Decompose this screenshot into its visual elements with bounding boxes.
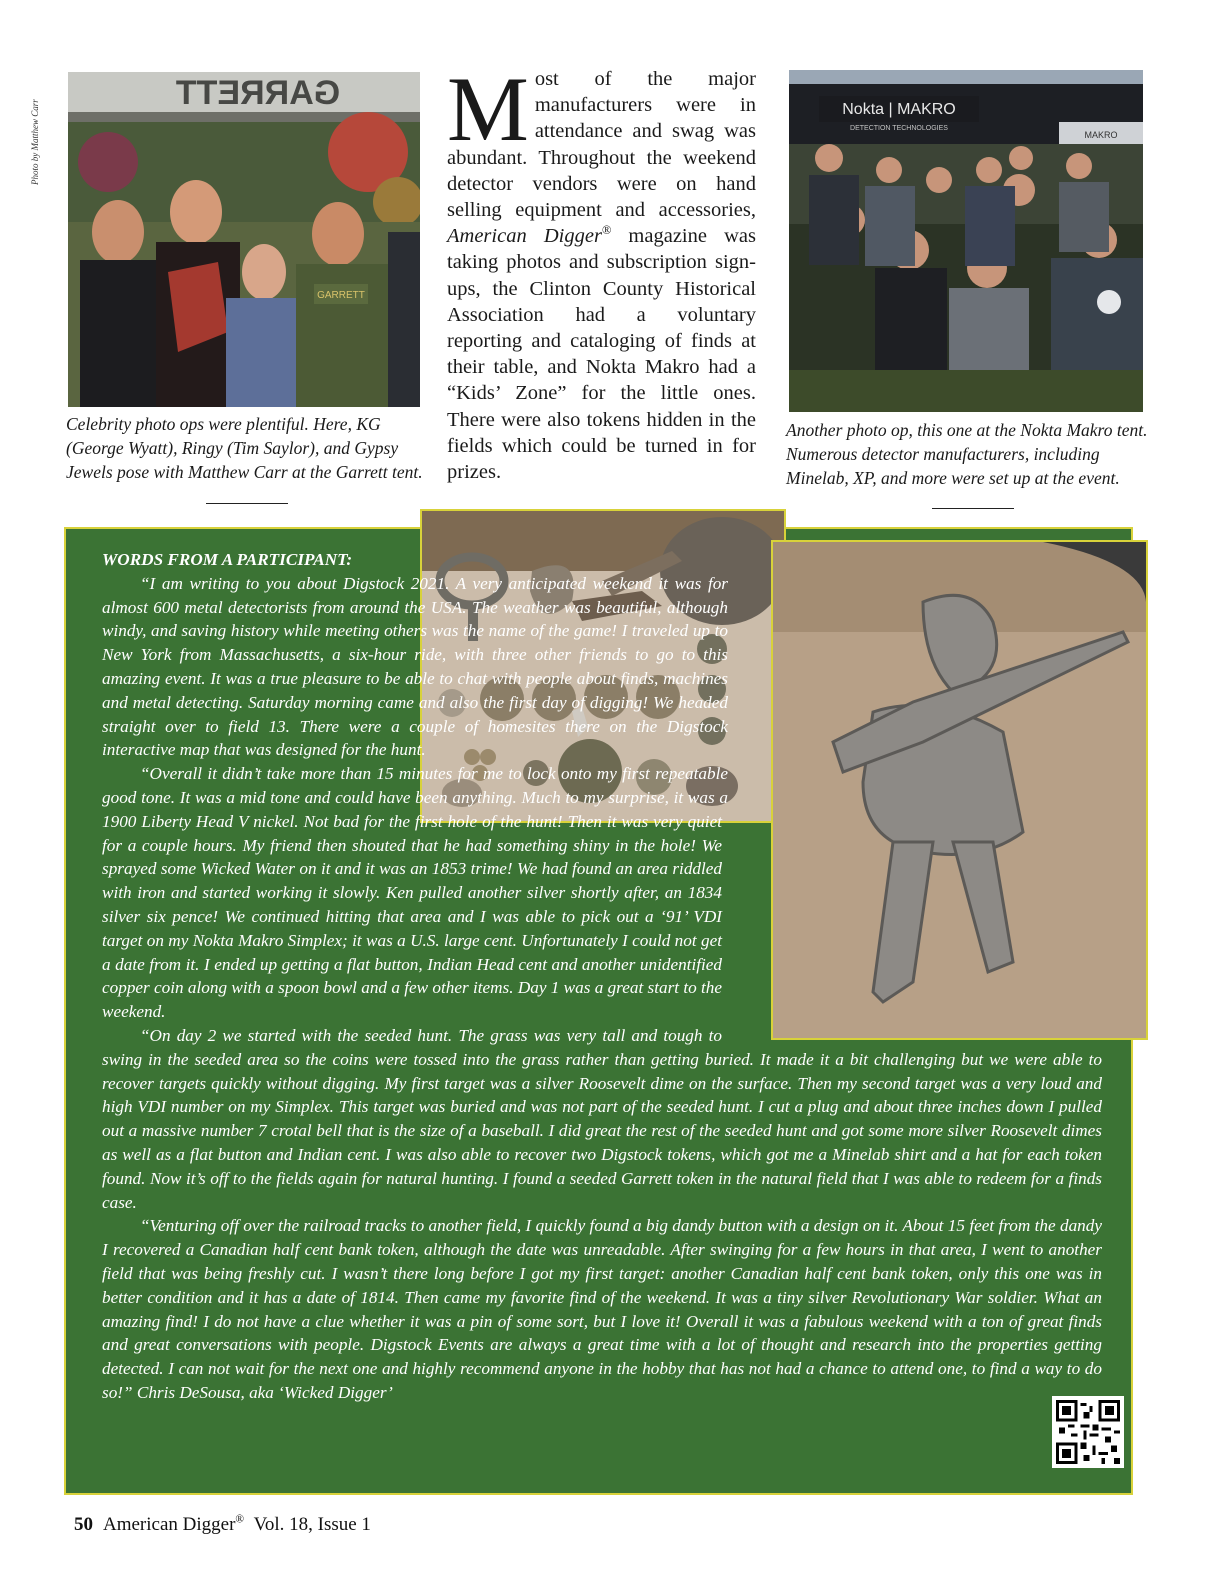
wrap-spacer-relics <box>734 548 1102 828</box>
registered-mark: ® <box>601 223 612 238</box>
garrett-tent-photo <box>68 72 420 407</box>
garrett-banner: GARRETT <box>175 74 341 112</box>
story-paragraph: “Overall it didn’t take more than 15 minutes for me to lock onto my first repeatable good tone. It was a mid tone and could have been anything. Much to my surprise, it was a 1900 Liberty Head V nickel. Not bad for the first hole of the hunt! Then it was very quiet for a couple hours. My friend then shouted that he had something shiny in the hole! We sprayed some Wicked Water on it and it was an 1853 trime! We had found an area riddled with iron and started working it slowly. Ken pulled another silver shortly after, an 1834 silver six pence! We continued hitting that area and I was able to pick out a ‘91’ VDI target on my Nokta Makro Simplex; it was a U.S. large cent. Unfortunately I could not get a date from it. I ended up getting a flat button, Indian Head cent and another unidentified copper coin along with a spoon bowl and a few other items. Day 1 was a great start to the weekend. <box>102 764 728 1022</box>
footer-magazine: American Digger <box>103 1514 236 1535</box>
qr-code[interactable] <box>1052 1396 1124 1468</box>
story-paragraph: “On day 2 we started with the seeded hunt. The grass was very tall and tough to swing in the seeded area so the coins were tossed into the grass rather than getting buried. It made it a bit challenging but we were able to recover targets quickly without digging. My first target was a silver Roosevelt dime on the surface. Then my second target was a very loud and high VDI number on my Simplex. This target was buried and was not part of the seeded hunt. I cut a plug and about three inches down I pulled out a massive number 7 crotal bell that is the size of a baseball. I did great the rest of the seeded hunt and got some more silver Roosevelt dimes as well as a flat button and Indian cent. I was also able to recover two Digstock tokens, which got me a Minelab shirt and a hat for each token found. Now it’s off to the fields again for natural hunting. I found a seeded Garrett token in the natural field that I was able to redeem for a finds case. <box>102 1025 1102 1212</box>
caption-left: Celebrity photo ops were plentiful. Here, KG (George Wyatt), Ringy (Tim Saylor), and Gypsy Jewels pose with Matthew Carr at the Garrett tent. <box>66 414 423 482</box>
footer-registered: ® <box>235 1513 245 1526</box>
nokta-sign: Nokta | MAKRO <box>842 101 956 118</box>
makro-banner: MAKRO <box>1084 130 1118 140</box>
participant-story <box>102 548 1102 1445</box>
story-paragraph: “I am writing to you about Digstock 2021. A very anticipated weekend it was for almost 600 metal detectorists from around the USA. The weather was beautiful, although windy, and saving history while meeting others was the name of the game! I traveled up to New York from Massachusetts, a six-hour ride, with three other friends to go to this amazing event. It was a true pleasure to be able to chat with people about finds, machines and metal detecting. Saturday morning came and also the first day of digging! We headed straight over to field 13. There were a couple of homesites there on the Digstock interactive map that was designed for the hunt. <box>102 573 728 760</box>
intro-text-2: magazine was taking photos and subscription sign-ups, the Clinton County Historical Association had a voluntary reporting and cataloging of finds at their table, and Nokta Makro had a “Kids’ Zone” for the little ones. There were also tokens hidden in the fields which could be turned in for prizes. <box>447 225 757 484</box>
magazine-name: American Digger <box>447 225 602 248</box>
drop-cap: M <box>447 58 529 160</box>
intro-text-1: ost of the major manufacturers were in attendance and swag was abundant. Throughout the weekend detector vendors were on hand selling equipment and accessories, <box>447 68 756 222</box>
page-number: 50 <box>74 1514 93 1535</box>
nokta-makro-tent-photo <box>789 70 1143 412</box>
wrap-spacer-soldier <box>722 828 1102 1043</box>
story-heading: WORDS FROM A PARTICIPANT: <box>102 550 353 569</box>
story-paragraph: “Venturing off over the railroad tracks to another field, I quickly found a big dandy button with a design on it. About 15 feet from the dandy I recovered a Canadian half cent bank token, although the date was unreadable. After swinging for a few hours in that area, I went to another field that was being freshly cut. I wasn’t there long before I got my first target: another Canadian half cent bank token, only this one was in better condition and it has a date of 1814. Then came my favorite find of the weekend. It was a tiny silver Revolutionary War soldier. What an amazing find! I do not have a clue whether it was a pin of some sort, but I love it! Overall it was a fabulous weekend with a ton of great finds and great conversations with people. Digstock Events are always a great time with a lot of thought and research into the properties getting detected. I can not wait for the next one and highly recommend anyone in the hobby that has not had a chance to attend one, to find a way to do so!” Chris DeSousa, aka ‘Wicked Digger’ <box>102 1216 1102 1402</box>
intro-column <box>447 58 757 485</box>
nokta-sub-sign: DETECTION TECHNOLOGIES <box>850 125 948 132</box>
caption-divider-right <box>932 508 1014 509</box>
photo-credit: Photo by Matthew Carr <box>30 99 40 185</box>
page-footer <box>74 1514 371 1536</box>
caption-divider-left <box>206 503 288 504</box>
footer-issue: Vol. 18, Issue 1 <box>253 1514 371 1535</box>
caption-right: Another photo op, this one at the Nokta Makro tent. Numerous detector manufacturers, including Minelab, XP, and more were set up at the event. <box>786 420 1148 488</box>
shirt-logo: GARRETT <box>317 290 365 301</box>
